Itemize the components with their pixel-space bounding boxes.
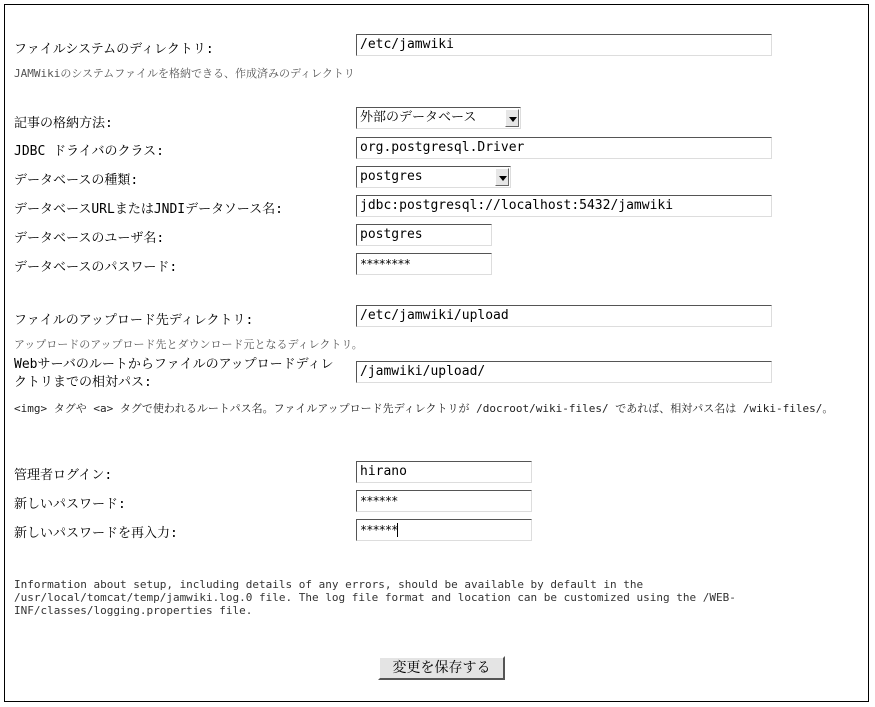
filesystem-dir-input[interactable]: /etc/jamwiki xyxy=(356,34,772,56)
db-password-input[interactable]: ******** xyxy=(356,253,492,275)
confirm-password-value: ****** xyxy=(360,523,398,537)
upload-path-label: Webサーバのルートからファイルのアップロードディレクトリまでの相対パス: xyxy=(14,357,334,390)
chevron-down-icon[interactable] xyxy=(495,168,509,186)
db-type-select[interactable] xyxy=(356,166,511,188)
setup-info-text: Information about setup, including details of any errors, should be available by default in the /usr/local/tomcat/temp/jamwiki.log.0 file. The log file format and location can be customized using the /WEB-INF/classes/logging.properties file. xyxy=(14,578,736,617)
filesystem-dir-help: JAMWikiのシステムファイルを格納できる、作成済みのディレクトリ xyxy=(14,67,355,80)
persistence-selected-value: 外部のデータベース xyxy=(360,110,477,125)
jdbc-driver-label: JDBC ドライバのクラス: xyxy=(14,144,164,159)
db-user-input[interactable]: postgres xyxy=(356,224,492,246)
new-password-label: 新しいパスワード: xyxy=(14,497,126,512)
jdbc-driver-input[interactable]: org.postgresql.Driver xyxy=(356,137,772,159)
admin-login-input[interactable]: hirano xyxy=(356,461,532,483)
db-url-label: データベースURLまたはJNDIデータソース名: xyxy=(14,202,283,217)
confirm-password-input[interactable] xyxy=(356,519,532,541)
db-type-label: データベースの種類: xyxy=(14,173,139,188)
upload-path-help: <img> タグや <a> タグで使われるルートパス名。ファイルアップロード先ディレクトリが /docroot/wiki-files/ であれば、相対パス名は /wiki-files/。 xyxy=(14,402,834,415)
chevron-down-icon[interactable] xyxy=(505,109,519,127)
save-button[interactable]: 変更を保存する xyxy=(378,656,505,680)
filesystem-dir-label: ファイルシステムのディレクトリ: xyxy=(14,42,214,57)
upload-dir-help: アップロードのアップロード先とダウンロード元となるディレクトリ。 xyxy=(14,338,363,351)
setup-form xyxy=(4,4,869,702)
new-password-input[interactable]: ****** xyxy=(356,490,532,512)
upload-path-input[interactable]: /jamwiki/upload/ xyxy=(356,361,772,383)
admin-login-label: 管理者ログイン: xyxy=(14,468,113,483)
persistence-label: 記事の格納方法: xyxy=(14,116,113,131)
db-user-label: データベースのユーザ名: xyxy=(14,231,165,246)
db-type-selected-value: postgres xyxy=(360,169,423,184)
upload-dir-input[interactable]: /etc/jamwiki/upload xyxy=(356,305,772,327)
db-url-input[interactable]: jdbc:postgresql://localhost:5432/jamwiki xyxy=(356,195,772,217)
upload-dir-label: ファイルのアップロード先ディレクトリ: xyxy=(14,313,254,328)
db-password-label: データベースのパスワード: xyxy=(14,260,178,275)
confirm-password-label: 新しいパスワードを再入力: xyxy=(14,526,178,541)
persistence-select[interactable] xyxy=(356,107,521,129)
